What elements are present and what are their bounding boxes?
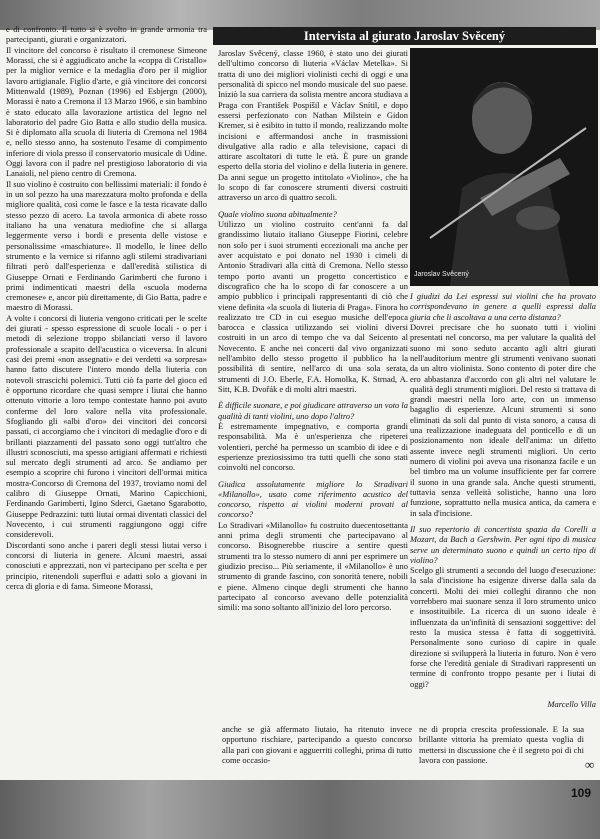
interview-question: I giudizi da Lei espressi sui violini che ha provato corrispondevano in genere a quelli espressi dalla giuria che li ascoltava a una certa distanza? xyxy=(410,291,596,322)
page-number: 109 xyxy=(571,786,592,800)
paragraph: A volte i concorsi di liuteria vengono criticati per le scelte dei giurati - spesso espressione di scuole locali - o per i metodi di selezione troppo sbilanciati verso il lavoro professionale a scapito dell'acustica o viceversa. In alcuni casi dei premi «non assegnati» e dei verdetti «a sorpresa» hanno fatto discutere l'intero mondo della liuteria con notevoli strascichi polemici. Tutti ciò fa parte del gioco ed è opportuno ricordare che quasi sempre i liutai che hanno ottenuto vittorie a loro tempo contestate hanno poi avuto conferme del loro valore nella vita professionale. Sfogliando gli «albi d'oro» dei vincitori dei concorsi passati, ci accorgiamo che i vincitori di medaglie d'oro e di brillanti piazzamenti del passato sono oggi tutt'altro che illustri sconosciuti, ma spesso artigiani affermati e richiesti sul mercato degli strumenti ad arco. Se andiamo per esempio a scoprire chi furono i vincitori dell'ormai mitica mostra-Concorso di Cremona del 1937, troviamo nomi del calibro di Giuseppe Ornati, Marino Capicchioni, Ferdinando Garimberti, Igino Sderci, Gaetano Sgarabotto, Giuseppe Pedrazzini: tutti liutai ormai diventati classici del Novecento, i cui strumenti raggiungono oggi cifre considerevoli. xyxy=(6,312,207,540)
violinist-photo-illustration xyxy=(410,48,598,286)
right-column xyxy=(410,291,596,745)
interview-answer: Lo Stradivari «Milanollo» fu costruito duecentosettanta anni prima degli strumenti che partecipavano al concorso. Bisognerebbe riuscire a sentire questi strumenti tra lo stesso numero di anni per esprimere un giudizio preciso... Più seriamente, il «Milanollo» è uno strumento di grande fascino, con sonorità tenere, nobili e piene. Almeno cinque degli strumenti che hanno partecipato al concorso avevano delle potenzialità simili: ma sono soltanto all'inizio del loro percorso. xyxy=(218,519,408,613)
interview-answer: È estremamente impegnativo, e comporta grandi responsabilità. Ma è un'esperienza che ripeterei volentieri, perché ha permesso un scambio di idee e di esperienze preziosissimo tra tutti quelli che sono stati coinvolti nel concorso. xyxy=(218,420,408,473)
intro-paragraph: Jaroslav Svěcený, classe 1960, è stato uno dei giurati dell'ultimo concorso di liuteria «Václav Metelka». Si tratta di uno dei migliori violinisti cechi di oggi e una personalità di spicco nel mondo musicale del suo paese. Iniziò la sua carriera da solista mentre ancora studiava a Praga con František Pospíšil e Václav Snítil, e dopo essersi perfezionato con Nathan Milstein e Gidon Kremer, si è esibito in tutto il mondo, realizzando molte incisioni e affermandosi anche in trasmissioni divulgative alla radio e alla televisione, capaci di attirare ascoltatori di tutte le età. È pure un grande esperto della storia del violino e della liuteria in genere. Da anni segue un progetto intitolato «Violino», che ha lo scopo di far conoscere strumenti diversi costruiti attraverso un arco di quattro secoli. xyxy=(218,48,408,203)
end-of-article-mark: ∞ xyxy=(585,757,595,772)
paragraph: anche se già affermato liutaio, ha ritenuto invece opportuno rischiare, partecipando a questo concorso alla pari con giovani e agguerriti colleghi, prima di tutto come occasio- xyxy=(222,724,412,765)
interview-question: Giudica assolutamente migliore lo Stradivari «Milanollo», usato come riferimento acustico del concorso, rispetto ai violini moderni provati al concorso? xyxy=(218,478,408,520)
interview-answer: Scelgo gli strumenti a secondo del luogo d'esecuzione: la sala d'incisione ha esigenze diverse dalla sala da concerti. Molti dei miei colleghi diranno che non vorrebbero mai suonare senza il loro strumento unico e insostituibile. La ricerca di un suono ideale è influenzata da un'infinità di sensazioni soggettive: del resto la musica stessa è fatta di soggettività. Personalmente sono curioso di capire in quale direzione si svilupperà la liuteria in futuro. Non è vero forse che l'eredità geniale di Stradivari rappresenti un termine di confronto troppo pesante per i liutai di oggi? xyxy=(410,565,596,689)
bottom-middle-text xyxy=(222,724,412,784)
bottom-decorative-band xyxy=(0,780,600,839)
article-title: Intervista al giurato Jaroslav Svěcený xyxy=(213,27,596,45)
paragraph: e di confronto. Il tutto si è svolto in grande armonia tra partecipanti, giurati e organizzatori. xyxy=(6,24,207,45)
bottom-right-text xyxy=(419,724,584,784)
violinist-photo xyxy=(410,48,598,286)
interview-question: Il suo repertorio di concertista spazia da Corelli a Mozart, da Bach a Gershwin. Per ogni tipo di musica serve un determinato suono e quindi un certo tipo di violino? xyxy=(410,523,596,565)
paragraph: Il suo violino è costruito con bellissimi materiali: il fondo è in un sol pezzo ha una marezzatura molto profonda e della migliore qualità, così come le fasce e la testa ricavate dallo stesso pezzo di acero. La tavola armonica di abete rosso italiano ha una venatura mediofine che si allarga leggermente verso i bordi e presenta delle vistose e personalissime «maschiature». Il modello, le linee dello strumento e la vernice si rifanno agli stilemi stradivariani filtrati però dall'esperienza e dall'eredità stilistica di Giuseppe Ornati e Ferdinando Garimberti che furono i primi indimenticati maestri della «scuola moderna cremonese» e, ancor più direttamente, di Gio Batta, padre e maestro di Morassi. xyxy=(6,178,207,313)
photo-caption: Jaroslav Svěcený xyxy=(414,271,469,278)
interview-answer: Utilizzo un violino costruito cent'anni fa dal grandissimo liutaio italiano Giuseppe Fiorini, celebre non solo per i suoi strumenti eccezionali ma anche per aver acquistato e poi donato nel 1930 i cimeli di Antonio Stradivari alla città di Cremona. Nello stesso tempo porto avanti un progetto concertistico e discografico che ha lo scopo di far conoscere a un ampio pubblico i principali rappresentanti di ciò che viene definita «la scuola di liuteria di Praga». Finora ho realizzato tre CD in cui eseguo musiche dell'epoca barocca e classica utilizzando sei violini diversi costruiti in un arco di tempo che va dal Seicento al Novecento. E anche nei concerti dal vivo organizzati nell'ambito dello stesso progetto il pubblico ha la possibilità di sentire, nell'arco di una sola serata, strumenti di J.O. Eberle, F.A. Homolka, K. Strnad, A. Sitt, K.B. Dvořák e di molti altri maestri. xyxy=(218,219,408,394)
middle-column xyxy=(218,48,408,726)
paragraph: Il vincitore del concorso è risultato il cremonese Simeone Morassi, che si è aggiudicato anche la «coppa di Cristallo» per la miglior vernice e la medaglia d'oro per il miglior lavoro artigianale. Figlio d'arte, e già vincitore dei concorsi Mittenwald (1989), Poznan (1996) ed Esbjergn (2000), Morassi è nato a Cremona il 13 Marzo 1966, e sin bambino è stato educato alla lavorazione artistica del legno nel laboratorio del padre Gio Batta e allo studio della musica. Si è diplomato alla scuola di liuteria di Cremona nel 1984 e, nello stesso anno, ha sostenuto l'esame di compimento inferiore di viola presso il conservatorio musicale di Udine. Oggi lavora con il padre nel prestigioso laboratorio di via Lanaioli, nel pieno centro di Cremona. xyxy=(6,44,207,179)
paragraph: ne di propria crescita professionale. E la sua brillante vittoria ha premiato questa voglia di mettersi in discussione che è il segreto poi di chi lavora con passione. xyxy=(419,724,584,765)
left-column xyxy=(6,24,207,724)
author-signature: Marcello Villa xyxy=(547,698,596,709)
interview-answer: Dovrei precisare che ho suonato tutti i violini presentati nel concorso, ma per valutare la qualità del suono mi sono seduto accanto agli altri giurati nell'auditorium mentre gli strumenti venivano suonati da un altro violinista. Sono contento di poter dire che ero abbastanza d'accordo con gli altri nel valutare le qualità degli strumenti migliori. Del resto si trattava di grandi maestri nella loro arte, con un immenso bagaglio di esperienze. Alcuni strumenti si sono eliminati da soli dal punto di vista sonoro, a causa di una realizzazione inadeguata del ponticello e di un posizionamento non ideale dell'anima: un difetto assente invece negli strumenti migliori. Un certo numero di violini poi aveva una risonanza facile e un bel timbro ma un volume insufficiente per far correre il suono in una grande sala. Anche questi strumenti, tuttavia senza velleità solistiche, hanno una loro funzione, soprattutto nella musica antica, da camera e in sala d'incisione. xyxy=(410,321,596,518)
interview-question: È difficile suonare, e poi giudicare attraverso un voto la qualità di tanti violini, uno dopo l'altro? xyxy=(218,400,408,421)
paragraph: Discordanti sono anche i pareri degli stessi liutai verso i concorsi di liuteria in genere. Alcuni maestri, assai conosciuti e apprezzati, non vi partecipano per scelta e per principio, ritenendoli superflui e adatti solo a giovani in cerca di gloria e di fama. Simeone Morassi, xyxy=(6,539,207,591)
interview-question: Quale violino suona abitualmente? xyxy=(218,208,337,219)
